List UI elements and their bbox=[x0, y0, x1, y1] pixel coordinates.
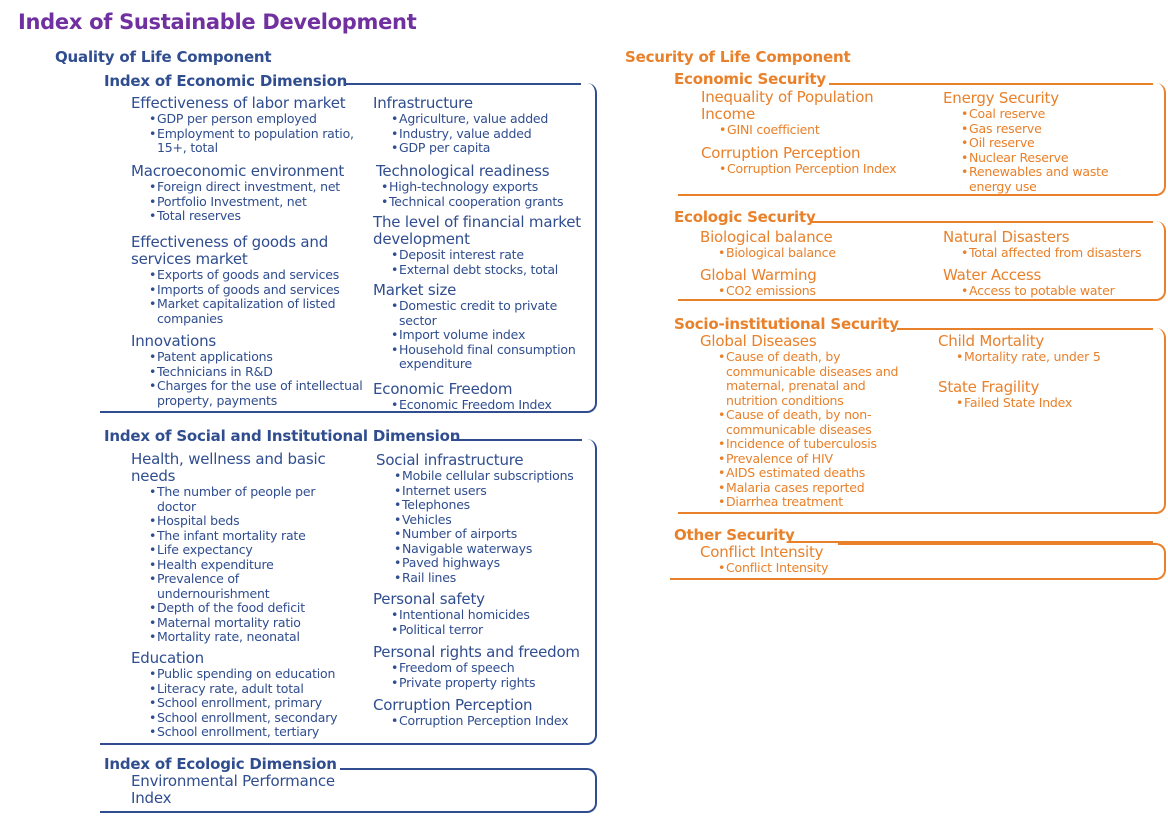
indicator: • Exports of goods and services bbox=[149, 268, 356, 283]
ecologic-security-bottom-line bbox=[678, 299, 1154, 301]
indicator: • Vehicles bbox=[394, 513, 591, 528]
group-title: Effectiveness of labor market bbox=[131, 94, 346, 112]
quality-component-title: Quality of Life Component bbox=[55, 48, 272, 66]
indicator: • Maternal mortality ratio bbox=[149, 616, 356, 631]
indicator: • Hospital beds bbox=[149, 514, 356, 529]
group-conflict-intensity bbox=[700, 544, 910, 576]
indicator: • Corruption Perception Index bbox=[391, 714, 593, 729]
indicator: • Total reserves bbox=[149, 209, 371, 224]
indicator: • GDP per person employed bbox=[149, 112, 363, 127]
group-inequality bbox=[701, 89, 911, 138]
group-goods-services bbox=[131, 234, 356, 326]
group-title: Technological readiness bbox=[376, 162, 550, 180]
indicator: • Private property rights bbox=[391, 676, 593, 691]
group-financial-market bbox=[373, 214, 593, 277]
other-security-bottom-line bbox=[670, 578, 1154, 580]
ecologic-dimension-box bbox=[340, 768, 597, 813]
group-energy-security bbox=[943, 90, 1143, 194]
indicator: • Cause of death, by non-communicable diseases bbox=[718, 408, 886, 437]
group-personal-safety bbox=[373, 591, 588, 637]
ecologic-dimension-title: Index of Ecologic Dimension bbox=[104, 755, 337, 773]
group-title: Innovations bbox=[131, 332, 217, 350]
indicator: • Literacy rate, adult total bbox=[149, 682, 371, 697]
group-macroeconomic bbox=[131, 163, 371, 224]
group-personal-rights bbox=[373, 644, 593, 690]
ecologic-dimension-bottom-line bbox=[100, 811, 358, 813]
group-education bbox=[131, 650, 371, 740]
group-state-fragility bbox=[938, 379, 1148, 411]
group-title: Biological balance bbox=[700, 228, 833, 246]
group-natural-disasters bbox=[943, 229, 1163, 261]
group-market-size bbox=[373, 282, 588, 372]
ecologic-security-title: Ecologic Security bbox=[674, 208, 816, 226]
indicator: • Corruption Perception Index bbox=[719, 162, 936, 177]
indicator: • Mortality rate, under 5 bbox=[956, 350, 1148, 365]
indicator: • Industry, value added bbox=[391, 127, 588, 142]
indicator: • Cause of death, by communicable diseases and maternal, prenatal and nutrition conditions bbox=[718, 350, 910, 408]
economic-dimension-title: Index of Economic Dimension bbox=[104, 72, 348, 90]
socio-security-bottom-line bbox=[678, 512, 1154, 514]
group-title: Personal safety bbox=[373, 590, 485, 608]
indicator: • Number of airports bbox=[394, 527, 591, 542]
group-title: Child Mortality bbox=[938, 332, 1045, 350]
group-title: Conflict Intensity bbox=[700, 543, 824, 561]
other-security-title: Other Security bbox=[674, 526, 795, 544]
indicator: • Rail lines bbox=[394, 571, 591, 586]
group-title: Social infrastructure bbox=[376, 451, 524, 469]
group-global-warming bbox=[700, 267, 910, 299]
group-title: Health, wellness and basic needs bbox=[131, 450, 326, 485]
indicator: • Freedom of speech bbox=[391, 661, 593, 676]
group-title: Global Warming bbox=[700, 266, 817, 284]
group-title: The level of financial market development bbox=[373, 213, 581, 248]
indicator: • Diarrhea treatment bbox=[718, 495, 910, 510]
group-title: State Fragility bbox=[938, 378, 1040, 396]
group-title: Corruption Perception bbox=[701, 144, 861, 162]
group-title: Infrastructure bbox=[373, 94, 473, 112]
socio-security-title: Socio-institutional Security bbox=[674, 315, 899, 333]
indicator: • School enrollment, tertiary bbox=[149, 725, 371, 740]
indicator: • Mobile cellular subscriptions bbox=[394, 469, 591, 484]
indicator: • Foreign direct investment, net bbox=[149, 180, 371, 195]
indicator: • Renewables and waste energy use bbox=[961, 165, 1143, 194]
group-labor-market bbox=[131, 95, 363, 156]
indicator: • Household final consumption expenditure bbox=[391, 343, 588, 372]
indicator: • School enrollment, primary bbox=[149, 696, 371, 711]
group-environmental-performance bbox=[131, 773, 356, 807]
social-dimension-bottom-line bbox=[100, 743, 583, 745]
indicator: • The infant mortality rate bbox=[149, 529, 356, 544]
indicator: • Failed State Index bbox=[956, 396, 1148, 411]
group-infrastructure bbox=[373, 95, 588, 156]
indicator: • AIDS estimated deaths bbox=[718, 466, 910, 481]
group-title: Effectiveness of goods and services market bbox=[131, 233, 329, 268]
indicator: • Paved highways bbox=[394, 556, 591, 571]
indicator: • Incidence of tuberculosis bbox=[718, 437, 910, 452]
indicator: • Life expectancy bbox=[149, 543, 356, 558]
group-title: Corruption Perception bbox=[373, 696, 533, 714]
group-tech-readiness bbox=[376, 163, 591, 209]
indicator: • Import volume index bbox=[391, 328, 588, 343]
group-innovations bbox=[131, 333, 371, 408]
indicator: • The number of people per doctor bbox=[149, 485, 356, 514]
indicator: • Employment to population ratio, 15+, total bbox=[149, 127, 363, 156]
group-title: Water Access bbox=[943, 266, 1042, 284]
indicator: • Technical cooperation grants bbox=[381, 195, 591, 210]
indicator: • Domestic credit to private sector bbox=[391, 299, 588, 328]
group-title: Personal rights and freedom bbox=[373, 643, 580, 661]
indicator: • Navigable waterways bbox=[394, 542, 591, 557]
group-biological-balance bbox=[700, 229, 910, 261]
group-title: Education bbox=[131, 649, 204, 667]
indicator: • Coal reserve bbox=[961, 107, 1143, 122]
group-water-access bbox=[943, 267, 1153, 299]
group-title: Market size bbox=[373, 281, 457, 299]
indicator: • Nuclear Reserve bbox=[961, 151, 1143, 166]
indicator: • External debt stocks, total bbox=[391, 263, 593, 278]
indicator: • Biological balance bbox=[718, 246, 910, 261]
indicator: • Oil reserve bbox=[961, 136, 1143, 151]
indicator: • Malaria cases reported bbox=[718, 481, 910, 496]
indicator: • Market capitalization of listed companies bbox=[149, 297, 356, 326]
indicator: • High-technology exports bbox=[381, 180, 591, 195]
indicator: • Intentional homicides bbox=[391, 608, 588, 623]
security-component-title: Security of Life Component bbox=[625, 48, 851, 66]
group-health bbox=[131, 451, 356, 645]
group-global-diseases bbox=[700, 333, 910, 510]
group-title: Economic Freedom bbox=[373, 380, 513, 398]
indicator: • Agriculture, value added bbox=[391, 112, 588, 127]
indicator: • GINI coefficient bbox=[719, 123, 911, 138]
group-title: Environmental Performance Index bbox=[131, 772, 335, 807]
indicator: • Political terror bbox=[391, 623, 588, 638]
indicator: • Charges for the use of intellectual property, payments bbox=[149, 379, 371, 408]
indicator: • Gas reserve bbox=[961, 122, 1143, 137]
group-title: Inequality of Population Income bbox=[701, 88, 874, 123]
group-child-mortality bbox=[938, 333, 1148, 365]
group-title: Macroeconomic environment bbox=[131, 162, 345, 180]
indicator: • Conflict Intensity bbox=[718, 561, 910, 576]
group-title: Natural Disasters bbox=[943, 228, 1070, 246]
group-title: Energy Security bbox=[943, 89, 1059, 107]
indicator: • GDP per capita bbox=[391, 141, 588, 156]
diagram-title: Index of Sustainable Development bbox=[18, 10, 417, 34]
group-corruption-perception bbox=[373, 697, 593, 729]
economic-security-bottom-line bbox=[678, 194, 1154, 196]
indicator: • Portfolio Investment, net bbox=[149, 195, 371, 210]
indicator: • Patent applications bbox=[149, 350, 371, 365]
indicator: • Total affected from disasters bbox=[961, 246, 1163, 261]
indicator: • Deposit interest rate bbox=[391, 248, 593, 263]
indicator: • School enrollment, secondary bbox=[149, 711, 371, 726]
economic-security-title: Economic Security bbox=[674, 70, 826, 88]
indicator: • Imports of goods and services bbox=[149, 283, 356, 298]
group-title: Global Diseases bbox=[700, 332, 817, 350]
group-social-infrastructure bbox=[376, 452, 591, 585]
indicator: • Access to potable water bbox=[961, 284, 1153, 299]
indicator: • Health expenditure bbox=[149, 558, 356, 573]
group-corruption-security bbox=[701, 145, 936, 177]
group-economic-freedom bbox=[373, 381, 588, 413]
social-dimension-title: Index of Social and Institutional Dimension bbox=[104, 427, 461, 445]
indicator: • Economic Freedom Index bbox=[391, 398, 588, 413]
indicator: • CO2 emissions bbox=[718, 284, 910, 299]
indicator: • Technicians in R&D bbox=[149, 365, 371, 380]
indicator: • Mortality rate, neonatal bbox=[149, 630, 356, 645]
indicator: • Telephones bbox=[394, 498, 591, 513]
indicator: • Internet users bbox=[394, 484, 591, 499]
indicator: • Prevalence of undernourishment bbox=[149, 572, 277, 601]
indicator: • Prevalence of HIV bbox=[718, 452, 910, 467]
indicator: • Public spending on education bbox=[149, 667, 371, 682]
indicator: • Depth of the food deficit bbox=[149, 601, 356, 616]
